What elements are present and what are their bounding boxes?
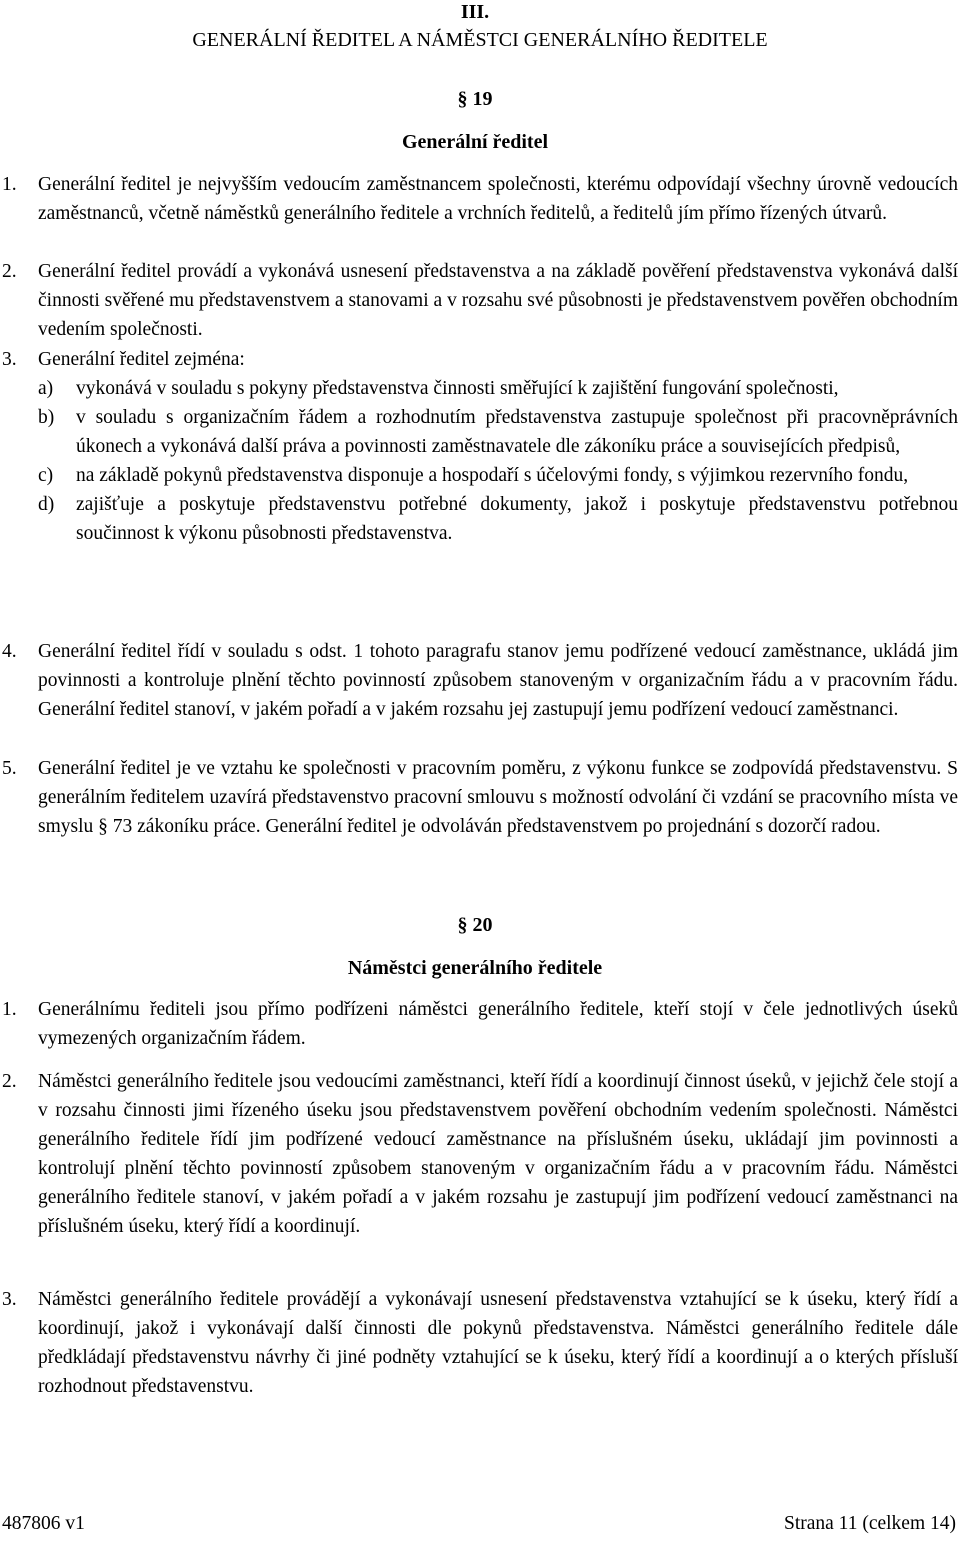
paragraph bbox=[0, 1285, 958, 1401]
document-id: 487806 v1 bbox=[2, 1513, 85, 1534]
paragraph-text: Generální ředitel je ve vztahu ke společnosti v pracovním poměru, z výkonu funkce se zodpovídá představenstvu. S generálním ředitelem uzavírá představenstvo pracovní smlouvu s možností odvolání či vzdání se pracovního místa ve smyslu § 73 zákoníku práce. Generální ředitel je odvoláván představenstvem po projednání s dozorčí radou. bbox=[38, 758, 958, 837]
paragraph-number: 4. bbox=[2, 641, 17, 662]
page-counter: Strana 11 (celkem 14) bbox=[783, 1513, 956, 1534]
paragraph-number: 1. bbox=[2, 999, 17, 1020]
paragraph bbox=[0, 754, 958, 841]
list-item-label: c) bbox=[38, 465, 54, 486]
paragraph bbox=[0, 170, 958, 228]
paragraph bbox=[0, 1067, 958, 1241]
paragraph-text: Generální ředitel provádí a vykonává usnesení představenstva a na základě pověření představenstva vykonává další činnosti svěřené mu představenstvem a stanovami a v rozsahu své působnosti je představenstvem pověřen obchodním vedením společnosti. bbox=[38, 261, 958, 340]
list-item-label: a) bbox=[38, 378, 54, 399]
paragraph-intro: Generální ředitel zejména: bbox=[38, 349, 245, 370]
list-item bbox=[38, 461, 958, 490]
paragraph-number: 3. bbox=[2, 349, 17, 370]
paragraph-number: 2. bbox=[2, 1071, 17, 1092]
part-title: GENERÁLNÍ ŘEDITEL A NÁMĚSTCI GENERÁLNÍHO ŘEDITELE bbox=[192, 29, 768, 51]
list-item-label: d) bbox=[38, 494, 55, 515]
paragraph bbox=[0, 995, 958, 1053]
section-number: § 19 bbox=[457, 88, 493, 110]
list-item-text: na základě pokynů představenstva disponuje a hospodaří s účelovými fondy, s výjimkou rezervního fondu, bbox=[76, 465, 909, 486]
paragraph-number: 3. bbox=[2, 1289, 17, 1310]
section-number: § 20 bbox=[457, 914, 493, 936]
paragraph-text: Generálnímu řediteli jsou přímo podřízeni náměstci generálního ředitele, kteří stojí v čele jednotlivých úseků vymezených organizačním řádem. bbox=[38, 999, 958, 1049]
paragraph-number: 1. bbox=[2, 174, 17, 195]
list-item-text: vykonává v souladu s pokyny představenstva činnosti směřující k zajištění fungování společnosti, bbox=[76, 378, 839, 399]
section-title: Náměstci generálního ředitele bbox=[347, 957, 603, 979]
list-item-text: zajišťuje a poskytuje představenstvu potřebné dokumenty, jakož i poskytuje představenstvu potřebnou součinnost k výkonu působnosti představenstva. bbox=[76, 494, 958, 544]
paragraph-text bbox=[38, 345, 958, 548]
paragraph bbox=[0, 637, 958, 724]
paragraph-text: Náměstci generálního ředitele jsou vedoucími zaměstnanci, kteří řídí a koordinují činnost úseků, v jejichž čele stojí a v rozsahu činnosti jimi řízeného úseku jsou představenstvem pověření obchodním vedením společnosti. Náměstci generálního ředitele řídí jim podřízené vedoucí zaměstnance na příslušném úseku, ukládají jim povinnosti a kontrolují plnění těchto povinností způsobem stanoveným v organizačním řádu a v pracovním řádu. Náměstci generálního ředitele stanoví, v jakém pořadí a v jakém rozsahu je zastupují jim podřízení vedoucí zaměstnanci na příslušném úseku, který řídí a koordinují. bbox=[38, 1071, 958, 1237]
list-item bbox=[38, 490, 958, 548]
part-number: III. bbox=[460, 1, 490, 23]
paragraph bbox=[0, 257, 958, 344]
list-item-text: v souladu s organizačním řádem a rozhodnutím představenstva zastupuje společnost při pracovněprávních úkonech a vykonává další práva a povinnosti zaměstnavatele dle zákoníku práce a souvisejících předpisů, bbox=[76, 407, 958, 457]
list-item bbox=[38, 403, 958, 461]
paragraph bbox=[0, 345, 958, 548]
paragraph-number: 5. bbox=[2, 758, 17, 779]
paragraph-text: Náměstci generálního ředitele provádějí a vykonávají usnesení představenstva vztahující se k úseku, který řídí a koordinují, jakož i vykonávají další činnosti dle pokynů představenstva. Náměstci generálního ředitele dále předkládají představenstvu návrhy či jiné podněty vztahující se k úseku, který řídí a koordinují a o kterých přísluší rozhodnout představenstvu. bbox=[38, 1289, 958, 1397]
paragraph-number: 2. bbox=[2, 261, 17, 282]
paragraph-text: Generální ředitel řídí v souladu s odst. 1 tohoto paragrafu stanov jemu podřízené vedoucí zaměstnance, ukládá jim povinnosti a kontroluje plnění těchto povinností způsobem stanoveným v organizačním řádu a v pracovním řádu. Generální ředitel stanoví, v jakém pořadí a v jakém rozsahu jej zastupují jemu podřízení vedoucí zaměstnanci. bbox=[38, 641, 958, 720]
paragraph-text: Generální ředitel je nejvyšším vedoucím zaměstnancem společnosti, kterému odpovídají všechny úrovně vedoucích zaměstnanců, včetně náměstků generálního ředitele a vrchních ředitelů, a ředitelů jím přímo řízených útvarů. bbox=[38, 174, 958, 224]
list-item bbox=[38, 374, 958, 403]
section-title: Generální ředitel bbox=[401, 131, 549, 153]
list-item-label: b) bbox=[38, 407, 55, 428]
